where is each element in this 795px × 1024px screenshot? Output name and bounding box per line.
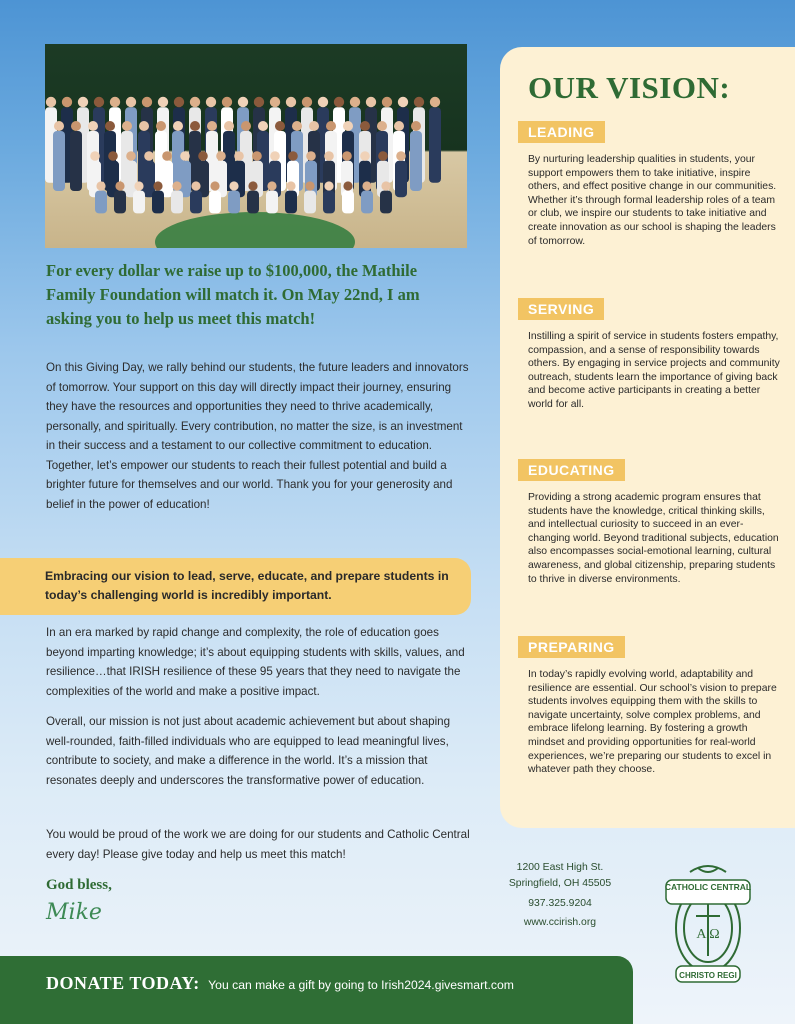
seal-top-text: CATHOLIC CENTRAL [664,882,752,892]
student-figure [161,151,173,197]
student-figure [285,181,297,213]
donate-label: DONATE TODAY: [46,973,200,993]
student-figure [266,181,278,213]
vision-tag-leading: LEADING [518,121,605,143]
vision-tag-educating: EDUCATING [518,459,625,481]
website-link[interactable]: www.ccirish.org [523,917,597,928]
student-figure [323,181,335,213]
student-figure [287,151,299,197]
student-figure [125,151,137,197]
student-figure [209,181,221,213]
closing-text: God bless, [46,877,112,893]
student-figure [359,151,371,197]
group-photo [45,44,467,248]
signature: Mike [46,900,102,925]
student-figure [361,181,373,213]
student-figure [179,151,191,197]
student-figure [89,151,101,197]
vision-text-leading: By nurturing leadership qualities in students, your support empowers them to take initiative, inspire others, and effect positive change in our communities. Whether it’s through formal leadership roles of a team or club, we inspire our students to take initiative and create innovation as our school is shaping the leaders of tomorrow. [528,154,777,247]
letter-paragraph-1: On this Giving Day, we rally behind our students, the future leaders and innovators of tomorrow. Your support on this day will directly impact their journey, ensuring they have the resources and opportunities they need to thrive academically, personally, and spiritually. Every contribution, no matter the size, is an investment in their success and a testament to our collective commitment to education. Together, let’s empower our students to reach their fullest potential and build a brighter future for themselves and our world. Thank you for your generosity and belief in the power of education! [46,361,469,511]
address-line-1: 1200 East High St. [516,862,604,873]
vision-title: OUR VISION: [528,70,731,105]
student-figure [107,151,119,197]
students-group [45,44,467,248]
student-figure [171,181,183,213]
student-figure [95,181,107,213]
student-figure [395,151,407,197]
seal-monogram: A Ω [696,927,720,942]
student-figure [429,97,441,183]
student-figure [133,181,145,213]
address-line-2: Springfield, OH 45505 [508,878,612,889]
letter-paragraph-3: Overall, our mission is not just about academic achievement but about shaping well-rounded, faith-filled individuals who are equipped to lead meaningful lives, contribute to society, and make a difference in the world. It’s a mission that resonates deeply and underscores the transformative power of education. [46,715,451,787]
catholic-central-seal [660,858,756,988]
student-figure [247,181,259,213]
student-figure [215,151,227,197]
vision-tag-serving: SERVING [518,298,604,320]
vision-text-preparing: In today’s rapidly evolving world, adaptability and resilience are essential. Our school’s vision to prepare students involves equipping them with the skills to navigate uncertainty, solve complex problems, and embrace lifelong learning. By fostering a growth mindset and providing opportunities for real-world experiences, we’re preparing our students to excel in whatever path they choose. [528,669,777,776]
letter-paragraph-2: In an era marked by rapid change and complexity, the role of education goes beyond imparting knowledge; it’s about equipping students with skills, values, and resilience…that IRISH resilience of these 95 years that they need to navigate the complexities of the world and make a positive impact. [46,626,465,698]
student-figure [190,181,202,213]
student-figure [114,181,126,213]
vision-text-serving: Instilling a spirit of service in students fosters empathy, compassion, and a sense of responsibility towards others. By engaging in service projects and community outreach, students learn the importance of giving back and become active participants in creating a better world for all. [528,331,780,410]
student-figure [380,181,392,213]
student-figure [197,151,209,197]
phone-number: 937.325.9204 [528,898,592,909]
student-figure [342,181,354,213]
donate-link[interactable]: You can make a gift by going to Irish2024.givesmart.com [208,978,514,992]
seal-bottom-text: CHRISTO REGI [679,971,737,980]
student-figure [143,151,155,197]
vision-text-educating: Providing a strong academic program ensures that students have the knowledge, critical thinking skills, and intellectual curiosity to succeed in an ever-changing world. Beyond traditional subjects, education also encompasses social-emotional learning, cultural awareness, and global citizenship, preparing students to thrive in diverse environments. [528,492,779,585]
student-figure [152,181,164,213]
vision-callout: Embracing our vision to lead, serve, educate, and prepare students in today’s challenging world is incredibly important. [0,558,471,615]
student-figure [228,181,240,213]
vision-tag-preparing: PREPARING [518,636,625,658]
letter-paragraph-4: You would be proud of the work we are doing for our students and Catholic Central every day! Please give today and help us meet this match! [46,828,470,861]
donate-footer [0,956,633,1024]
student-figure [304,181,316,213]
match-headline: For every dollar we raise up to $100,000, the Mathile Family Foundation will match it. On May 22nd, I am asking you to help us meet this match! [46,261,420,328]
